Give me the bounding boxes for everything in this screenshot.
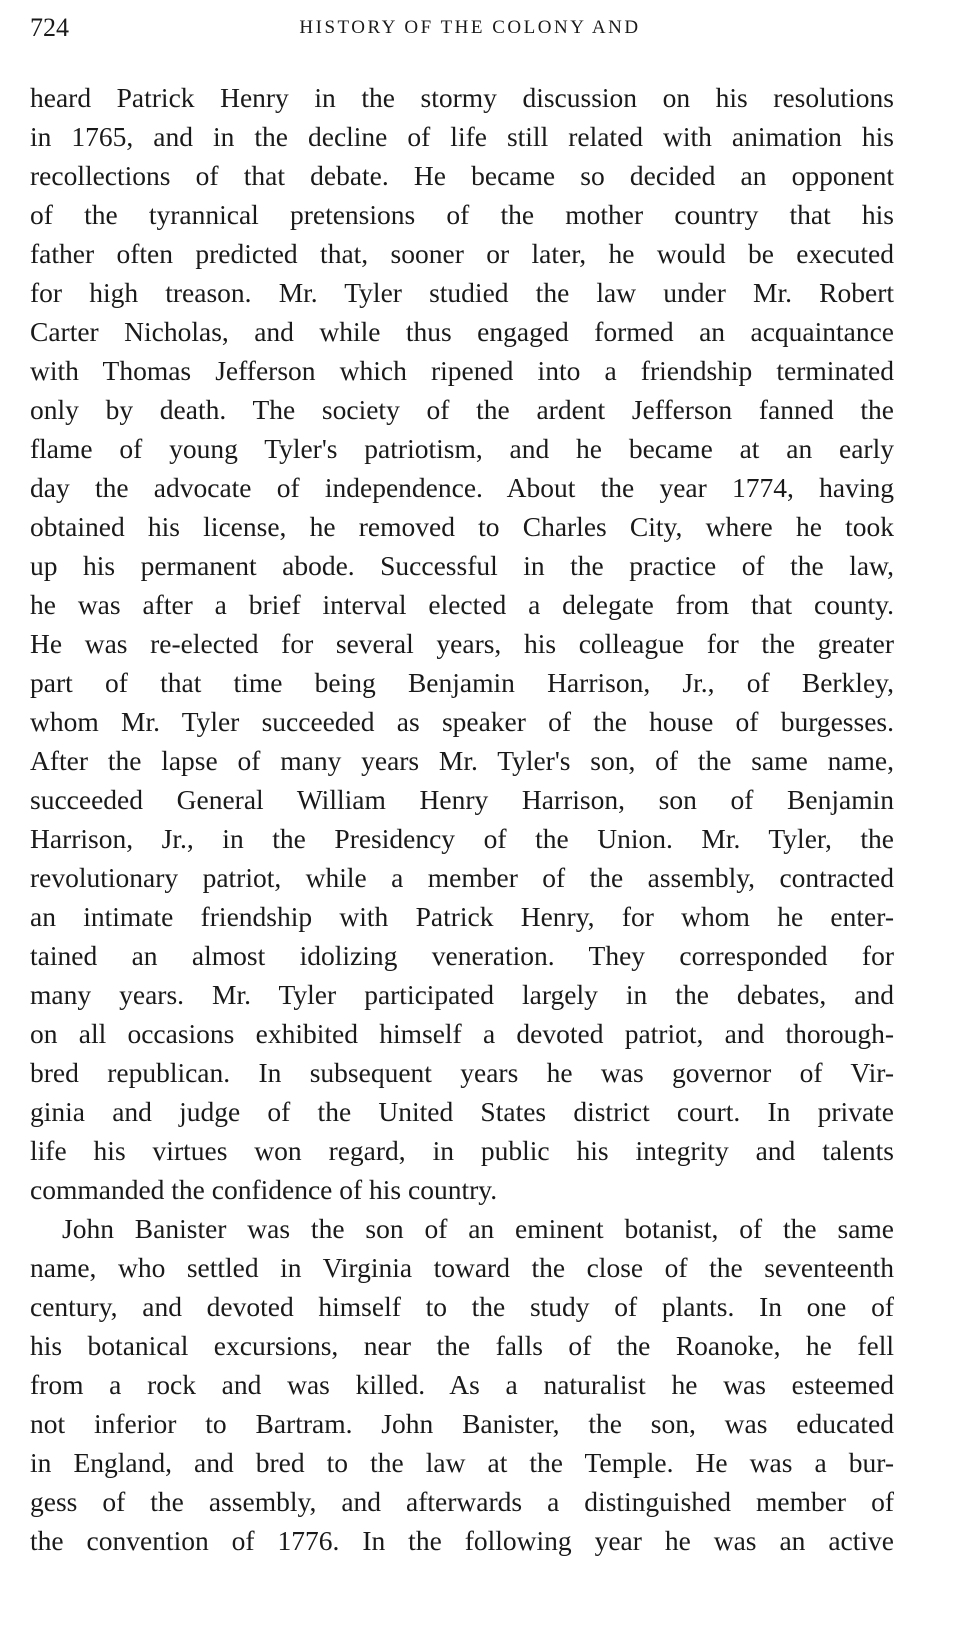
text-line: Harrison, Jr., in the Presidency of the Union. Mr. Tyler, the [30, 823, 894, 854]
text-line: tained an almost idolizing veneration. They corresponded for [30, 940, 894, 971]
paragraph-1 [30, 78, 894, 1209]
text-line: day the advocate of independence. About the year 1774, having [30, 472, 894, 503]
body-text [30, 78, 894, 1560]
text-line: not inferior to Bartram. John Banister, the son, was educated [30, 1408, 894, 1439]
text-line: father often predicted that, sooner or later, he would be executed [30, 238, 894, 269]
text-line: bred republican. In subsequent years he was governor of Vir- [30, 1057, 894, 1088]
text-line: century, and devoted himself to the study of plants. In one of [30, 1291, 894, 1322]
text-line: John Banister was the son of an eminent botanist, of the same [62, 1213, 894, 1244]
text-line: part of that time being Benjamin Harrison, Jr., of Berkley, [30, 667, 894, 698]
text-line: the convention of 1776. In the following year he was an active [30, 1525, 894, 1556]
text-line: he was after a brief interval elected a delegate from that county. [30, 589, 894, 620]
text-line: flame of young Tyler's patriotism, and he became at an early [30, 433, 894, 464]
text-line: revolutionary patriot, while a member of the assembly, contracted [30, 862, 894, 893]
running-title: HISTORY OF THE COLONY AND [299, 17, 641, 38]
text-line: whom Mr. Tyler succeeded as speaker of the house of burgesses. [30, 706, 894, 737]
running-head [30, 10, 910, 46]
text-line: heard Patrick Henry in the stormy discussion on his resolutions [30, 82, 894, 113]
text-line: recollections of that debate. He became so decided an opponent [30, 160, 894, 191]
page-number: 724 [30, 13, 69, 42]
text-line: Carter Nicholas, and while thus engaged formed an acquaintance [30, 316, 894, 347]
text-line: ginia and judge of the United States district court. In private [30, 1096, 894, 1127]
text-line: commanded the confidence of his country. [30, 1174, 498, 1205]
text-line: from a rock and was killed. As a naturalist he was esteemed [30, 1369, 894, 1400]
text-line: with Thomas Jefferson which ripened into a friendship terminated [30, 355, 894, 386]
text-line: only by death. The society of the ardent Jefferson fanned the [30, 394, 894, 425]
text-line: on all occasions exhibited himself a devoted patriot, and thorough- [30, 1018, 894, 1049]
text-line: in England, and bred to the law at the Temple. He was a bur- [30, 1447, 894, 1478]
text-line: in 1765, and in the decline of life still related with animation his [30, 121, 894, 152]
text-line: for high treason. Mr. Tyler studied the law under Mr. Robert [30, 277, 894, 308]
text-line: many years. Mr. Tyler participated largely in the debates, and [30, 979, 894, 1010]
text-line: After the lapse of many years Mr. Tyler's son, of the same name, [30, 745, 894, 776]
text-line: an intimate friendship with Patrick Henry, for whom he enter- [30, 901, 894, 932]
text-line: life his virtues won regard, in public his integrity and talents [30, 1135, 894, 1166]
text-line: succeeded General William Henry Harrison, son of Benjamin [30, 784, 894, 815]
text-line: name, who settled in Virginia toward the close of the seventeenth [30, 1252, 894, 1283]
text-line: He was re-elected for several years, his colleague for the greater [30, 628, 894, 659]
text-line: his botanical excursions, near the falls of the Roanoke, he fell [30, 1330, 894, 1361]
text-line: up his permanent abode. Successful in the practice of the law, [30, 550, 894, 581]
text-line: of the tyrannical pretensions of the mother country that his [30, 199, 894, 230]
text-line: gess of the assembly, and afterwards a distinguished member of [30, 1486, 894, 1517]
paragraph-2 [30, 1209, 894, 1560]
text-line: obtained his license, he removed to Charles City, where he took [30, 511, 894, 542]
